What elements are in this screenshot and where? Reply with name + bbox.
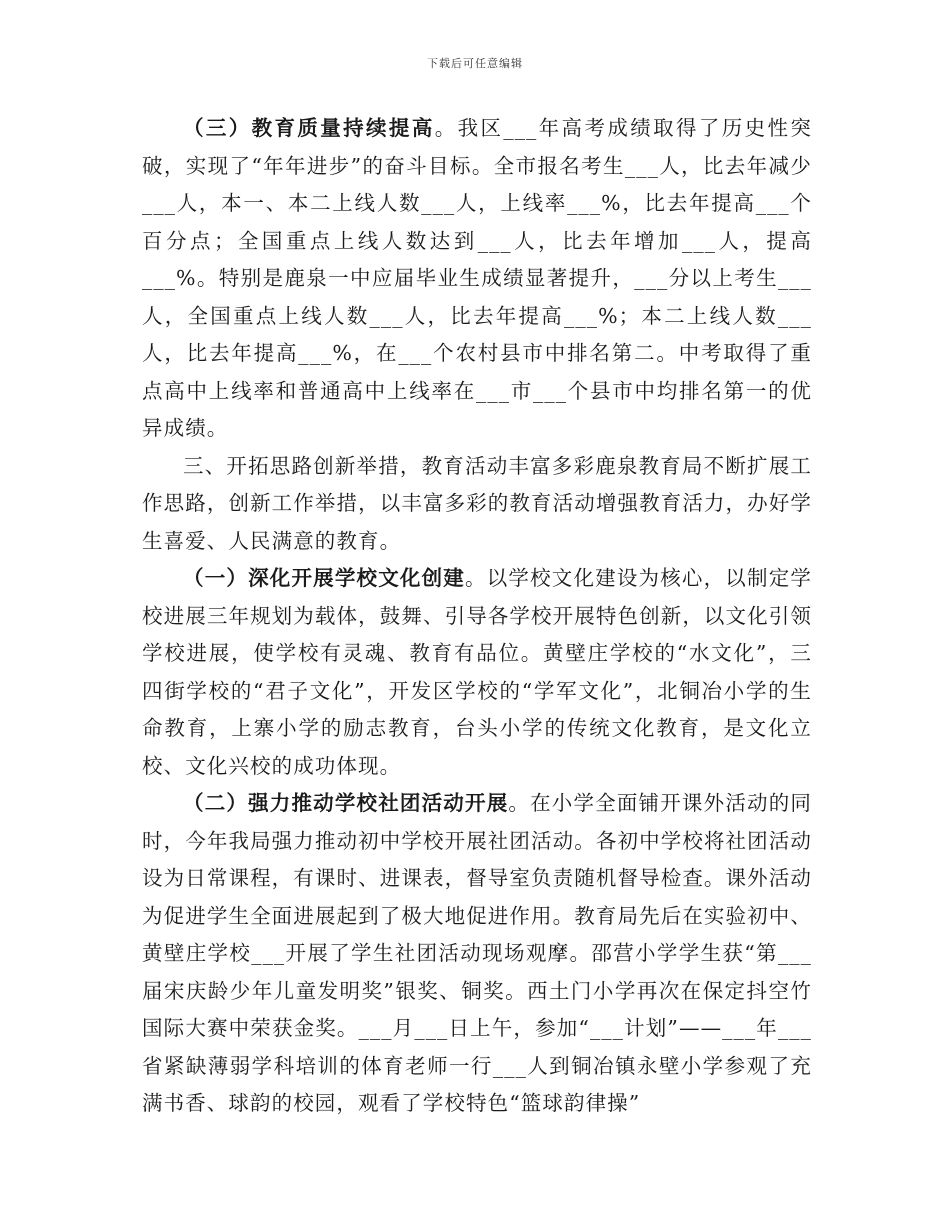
- section-heading: （三）教育质量持续提高: [183, 116, 435, 140]
- paragraph-school-culture: [142, 560, 812, 785]
- paragraph-text: 。以学校文化建设为核心，以制定学校进展三年规划为载体，鼓舞、引导各学校开展特色创新，以文化引领学校进展，使学校有灵魂、教育有品位。黄壁庄学校的“水文化”，三四街学校的“君子文化”，开发区学校的“学军文化”，北铜冶小学的生命教育，上寨小学的励志教育，台头小学的传统文化教育，是文化立校、文化兴校的成功体现。: [142, 566, 812, 778]
- paragraph-club-activities: [142, 785, 812, 1123]
- section-heading: （二）强力推动学校社团活动开展: [183, 791, 509, 815]
- page-header: 下载后可任意编辑: [427, 57, 523, 70]
- section-heading: （一）深化开展学校文化创建: [183, 566, 465, 590]
- paragraph-text: 。我区___年高考成绩取得了历史性突破，实现了“年年进步”的奋斗目标。全市报名考生___人，比去年减少___人，本一、本二上线人数___人，上线率___%，比去年提高___个百分点；全国重点上线人数达到___人，比去年增加___人，提高___%。特别是鹿泉一中应届毕业生成绩显著提升，___分以上考生___人，全国重点上线人数___人，比去年提高___%；本二上线人数___人，比去年提高___%，在___个农村县市中排名第二。中考取得了重点高中上线率和普通高中上线率在___市___个县市中均排名第一的优异成绩。: [142, 116, 812, 440]
- paragraph-innovation: [142, 448, 812, 561]
- document-body: [142, 110, 812, 1123]
- paragraph-text: 。在小学全面铺开课外活动的同时，今年我局强力推动初中学校开展社团活动。各初中学校将社团活动设为日常课程，有课时、进课表，督导室负责随机督导检查。课外活动为促进学生全面进展起到了极大地促进作用。教育局先后在实验初中、黄壁庄学校___开展了学生社团活动现场观摩。邵营小学学生获“第___届宋庆龄少年儿童发明奖”银奖、铜奖。西土门小学再次在保定抖空竹国际大赛中荣获金奖。___月___日上午，参加“___计划”——___年___省紧缺薄弱学科培训的体育老师一行___人到铜冶镇永壁小学参观了充满书香、球韵的校园，观看了学校特色“篮球韵律操”: [142, 791, 812, 1115]
- paragraph-education-quality: [142, 110, 812, 448]
- paragraph-text: 三、开拓思路创新举措，教育活动丰富多彩鹿泉教育局不断扩展工作思路，创新工作举措，以丰富多彩的教育活动增强教育活力，办好学生喜爱、人民满意的教育。: [142, 453, 812, 553]
